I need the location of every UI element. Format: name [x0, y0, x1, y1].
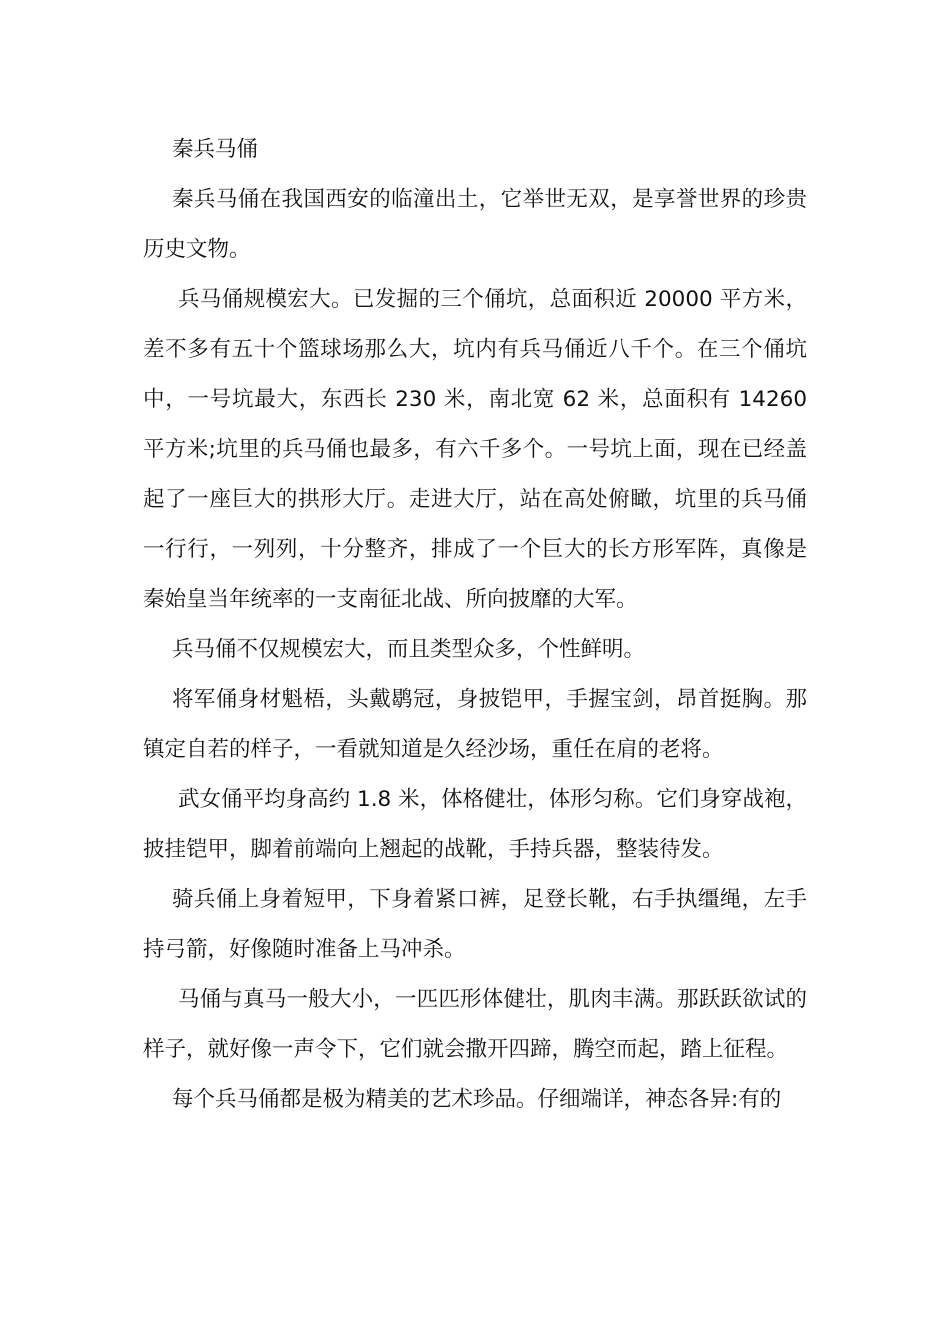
- paragraph-types: 兵马俑不仅规模宏大，而且类型众多，个性鲜明。: [172, 637, 646, 662]
- paragraph-scale: 兵马俑规模宏大。已发掘的三个俑坑，总面积近 20000 平方米，差不多有五十个篮球场那么大，坑内有兵马俑近八千个。在三个俑坑中，一号坑最大，东西长 230 米，南北宽 62 米，总面积有 14260 平方米;坑里的兵马俑也最多，有六千多个。一号坑上面，现在已经盖起了一座巨大的拱形大厅。走进大厅，站在高处俯瞰，坑里的兵马俑一行行，一列列，十分整齐，排成了一个巨大的长方形军阵，真像是秦始皇当年统率的一支南征北战、所向披靡的大军。: [143, 287, 807, 612]
- paragraph-general: 将军俑身材魁梧，头戴鹖冠，身披铠甲，手握宝剑，昂首挺胸。那镇定自若的样子，一看就知道是久经沙场，重任在肩的老将。: [143, 687, 807, 762]
- paragraph-art: 每个兵马俑都是极为精美的艺术珍品。仔细端详，神态各异:有的: [172, 1087, 782, 1112]
- paragraph-horse: 马俑与真马一般大小，一匹匹形体健壮，肌肉丰满。那跃跃欲试的样子，就好像一声令下，它们就会撒开四蹄，腾空而起，踏上征程。: [143, 987, 807, 1062]
- paragraph-warrior: 武女俑平均身高约 1.8 米，体格健壮，体形匀称。它们身穿战袍，披挂铠甲，脚着前端向上翘起的战靴，手持兵器，整装待发。: [143, 787, 807, 862]
- article-body: [143, 125, 807, 1125]
- paragraph-intro: 秦兵马俑在我国西安的临潼出土，它举世无双，是享誉世界的珍贵历史文物。: [143, 187, 807, 262]
- article-title: 秦兵马俑: [172, 137, 259, 162]
- paragraph-cavalry: 骑兵俑上身着短甲，下身着紧口裤，足登长靴，右手执缰绳，左手持弓箭，好像随时准备上马冲杀。: [143, 887, 807, 962]
